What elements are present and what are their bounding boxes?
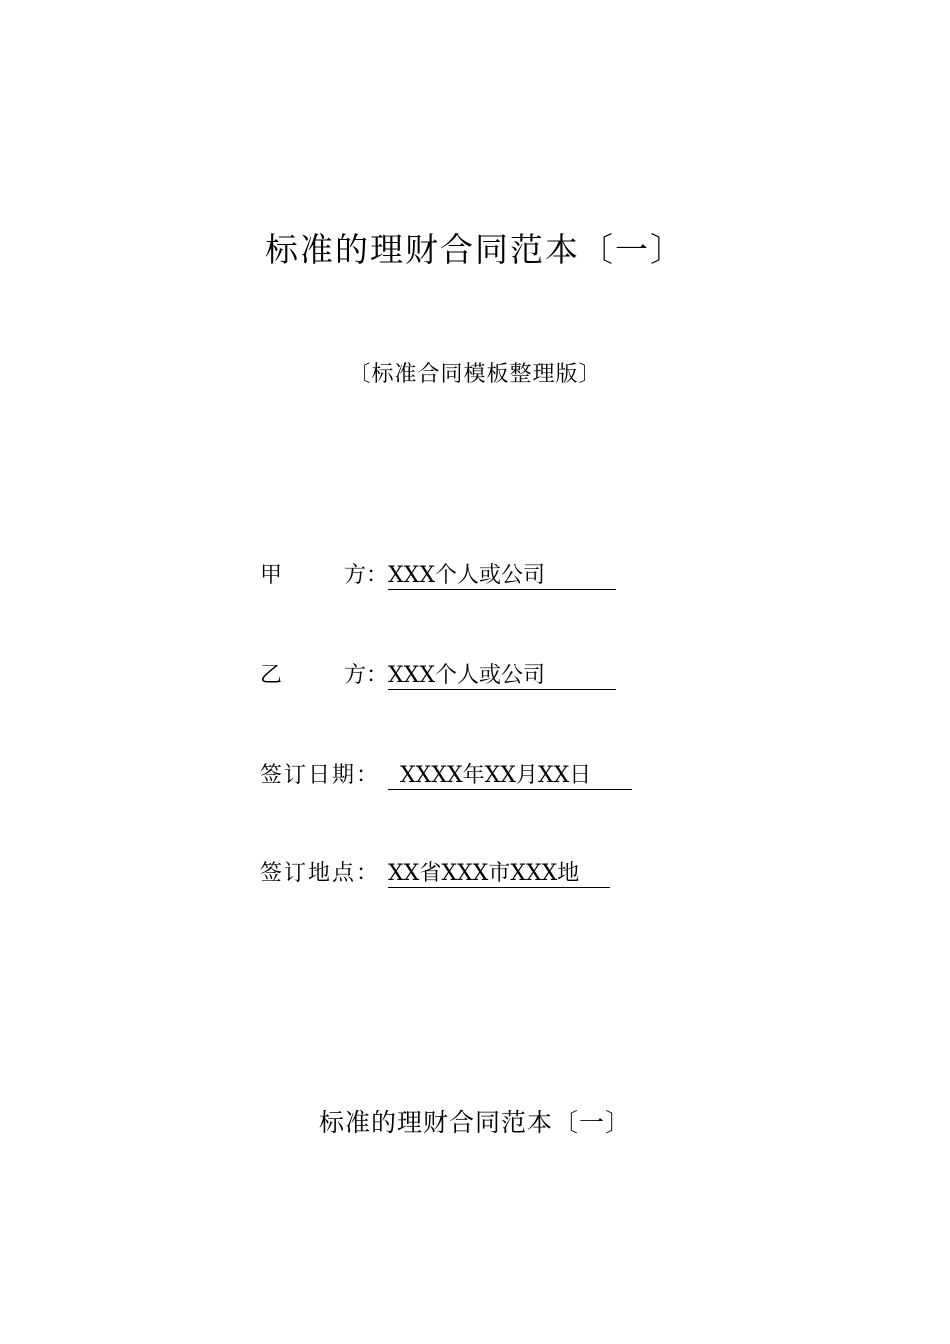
party-b-label-first: 乙: [260, 663, 283, 688]
party-a-label: [260, 560, 388, 592]
party-b-value: XXX个人或公司: [388, 663, 616, 690]
party-a-field: [260, 560, 616, 592]
party-a-value: XXX个人或公司: [388, 563, 616, 590]
signing-place-field: [260, 858, 610, 890]
party-a-label-first: 甲: [260, 563, 283, 588]
body-title: 标准的理财合同范本〔一〕: [318, 1108, 631, 1137]
party-a-label-last: 方：: [343, 563, 388, 588]
signing-date-label: 签订日期：: [260, 763, 381, 788]
party-b-label: [260, 660, 388, 692]
party-b-label-last: 方：: [343, 663, 388, 688]
signing-date-value: XXXX年XX月XX日: [388, 763, 632, 790]
signing-place-value: XX省XXX市XXX地: [388, 861, 610, 888]
signing-place-label: 签订地点：: [260, 861, 381, 886]
signing-date-field: [260, 760, 632, 792]
party-b-field: [260, 660, 616, 692]
document-title: 标准的理财合同范本〔一〕: [265, 230, 685, 269]
document-subtitle: 〔标准合同模板整理版〕: [348, 362, 602, 387]
